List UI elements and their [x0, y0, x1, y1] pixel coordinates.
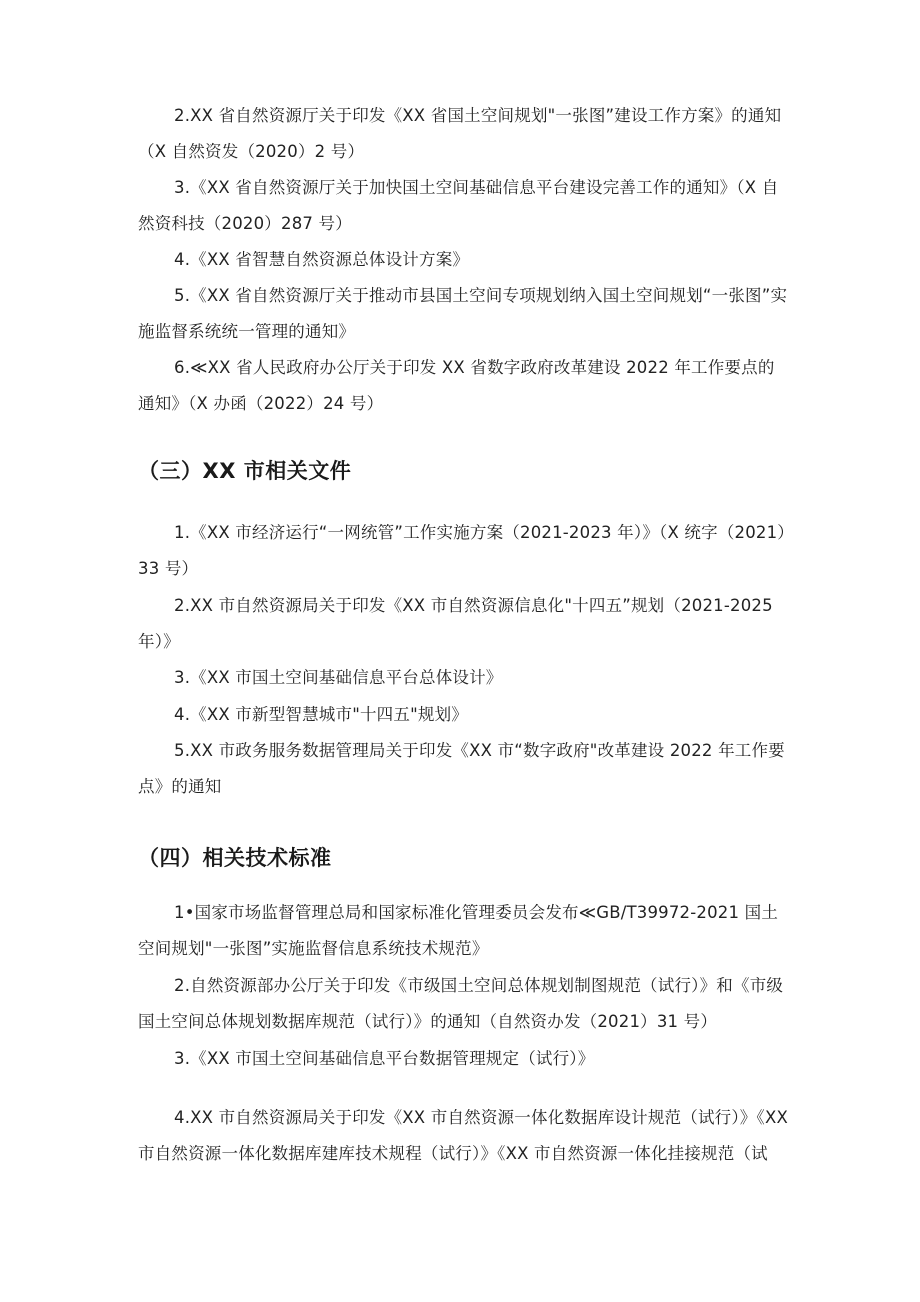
list-item: 3.《XX 市国土空间基础信息平台数据管理规定（试行）》: [174, 1049, 595, 1068]
list-item: 5.XX 市政务服务数据管理局关于印发《XX 市“数字政府"改革建设 2022 年工作要点》的通知: [138, 741, 785, 796]
list-item: 1•国家市场监督管理总局和国家标准化管理委员会发布≪GB/T39972-2021 国土空间规划"一张图”实施监督信息系统技术规范》: [138, 903, 779, 958]
list-item: 4.《XX 市新型智慧城市"十四五"规划》: [174, 705, 468, 724]
list-item: 4.《XX 省智慧自然资源总体设计方案》: [174, 250, 470, 269]
list-item: 2.自然资源部办公厅关于印发《市级国土空间总体规划制图规范（试行）》和《市级国土空间总体规划数据库规范（试行）》的通知（自然资办发（2021）31 号）: [138, 976, 784, 1031]
list-item: 4.XX 市自然资源局关于印发《XX 市自然资源一体化数据库设计规范（试行）》《XX 市自然资源一体化数据库建库技术规程（试行）》《XX 市自然资源一体化挂接规范（试: [138, 1108, 788, 1163]
list-item: 1.《XX 市经济运行“一网统管”工作实施方案（2021-2023 年）》（X 统字（2021）33 号）: [138, 523, 786, 578]
list-item: 3.《XX 市国土空间基础信息平台总体设计》: [174, 668, 503, 687]
list-item: 2.XX 市自然资源局关于印发《XX 市自然资源信息化"十四五”规划（2021-2025 年）》: [138, 596, 773, 651]
list-item: 6.≪XX 省人民政府办公厅关于印发 XX 省数字政府改革建设 2022 年工作要点的通知》（X 办函（2022）24 号）: [138, 358, 775, 413]
section-heading-4: （四）相关技术标准: [138, 846, 332, 870]
list-item: 2.XX 省自然资源厅关于印发《XX 省国土空间规划"一张图”建设工作方案》的通知（X 自然资发（2020）2 号）: [138, 106, 782, 161]
list-item: 5.《XX 省自然资源厅关于推动市县国土空间专项规划纳入国土空间规划“一张图”实施监督系统统一管理的通知》: [138, 286, 788, 341]
section-heading-3: （三）XX 市相关文件: [138, 459, 352, 483]
list-item: 3.《XX 省自然资源厅关于加快国土空间基础信息平台建设完善工作的通知》（X 自然资科技（2020）287 号）: [138, 178, 779, 233]
